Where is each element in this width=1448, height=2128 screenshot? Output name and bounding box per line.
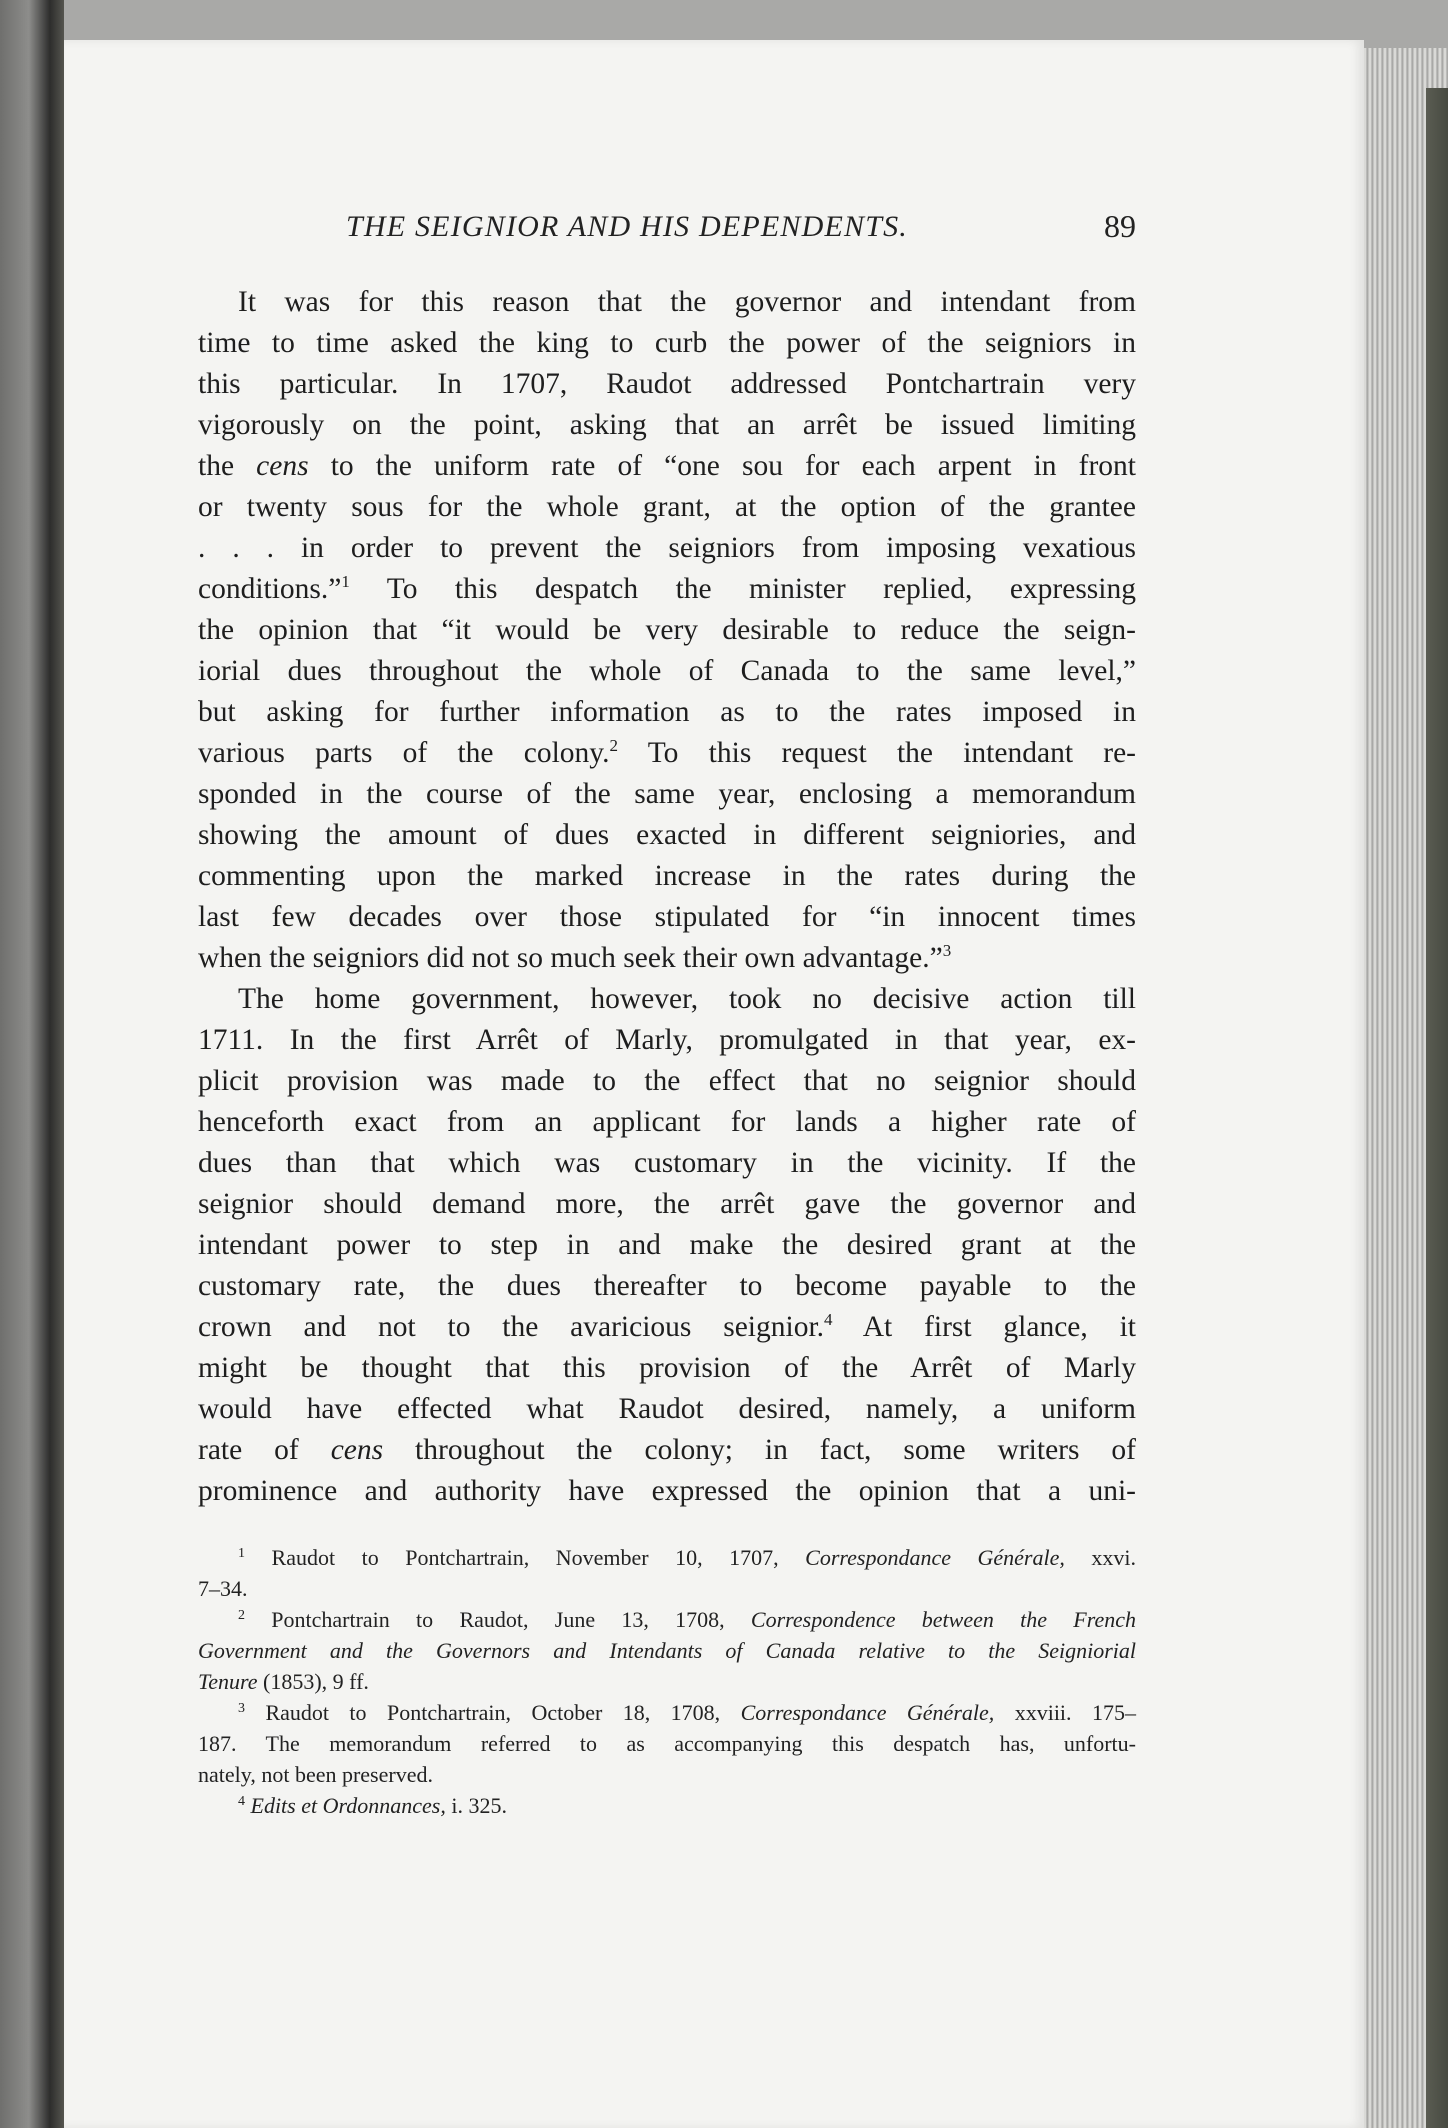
text-line: sponded in the course of the same year, enclosing a memorandum (198, 778, 1136, 810)
footnote-1: $^1$ Raudot to Pontchartrain, November 10, 1707, Correspondance Générale, xxvi. 7–34. (198, 1542, 1136, 1604)
book-cover-edge (1426, 88, 1448, 2128)
text-line: conditions.”$^1$ To this despatch the minister replied, expressing (198, 572, 1136, 605)
text-line: henceforth exact from an applicant for lands a higher rate of (198, 1106, 1136, 1138)
text-line: this particular. In 1707, Raudot addressed Pontchartrain very (198, 368, 1136, 400)
footnote-mark: 4 (238, 1794, 245, 1809)
footnote-mark: 2 (238, 1608, 245, 1623)
italic-term: cens (256, 450, 309, 482)
footnote-4: $^4$ Edits et Ordonnances, i. 325. (238, 1793, 507, 1818)
text-line: prominence and authority have expressed the opinion that a uni- (198, 1475, 1136, 1507)
page-header (346, 210, 1136, 250)
text-line: It was for this reason that the governor and intendant from (238, 286, 1136, 318)
page-stack-edge (1364, 48, 1448, 2128)
text-line: vigorously on the point, asking that an arrêt be issued limiting (198, 409, 1136, 441)
running-head: THE SEIGNIOR AND HIS DEPENDENTS. (346, 210, 908, 243)
text-line: . . . in order to prevent the seigniors from imposing vexatious (198, 532, 1136, 564)
footnote-line: 7–34. (198, 1576, 248, 1601)
footnote-ref: 3 (942, 941, 952, 960)
footnote-2: $^2$ Pontchartrain to Raudot, June 13, 1708, Correspondence between the French Government and the Governors and Intendants of Canada relative to the Seigniorial Tenure (1853), 9 ff. (198, 1607, 1136, 1694)
body-text (198, 282, 1136, 1512)
text-line: but asking for further information as to the rates imposed in (198, 696, 1136, 728)
text-line: seignior should demand more, the arrêt gave the governor and (198, 1188, 1136, 1220)
footnote-mark: 1 (238, 1546, 245, 1561)
text-line: last few decades over those stipulated for “in innocent times (198, 901, 1136, 933)
text-line: would have effected what Raudot desired, namely, a uniform (198, 1393, 1136, 1425)
text-line: when the seigniors did not so much seek their own advantage.”$^3$ (198, 941, 952, 974)
footnote-ref: 1 (341, 572, 350, 591)
text-line: the cens to the uniform rate of “one sou for each arpent in front (198, 450, 1136, 482)
footnote-ref: 2 (609, 736, 619, 755)
text-line: showing the amount of dues exacted in different seigniories, and (198, 819, 1136, 851)
text-line: iorial dues throughout the whole of Canada to the same level,” (198, 655, 1136, 687)
footnote-line: 187. The memorandum referred to as accompanying this despatch has, unfortu- (198, 1731, 1136, 1756)
text-line: time to time asked the king to curb the power of the seigniors in (198, 327, 1136, 359)
footnotes (198, 1542, 1136, 1821)
footnote-mark: 3 (238, 1701, 245, 1716)
text-line: intendant power to step in and make the desired grant at the (198, 1229, 1136, 1261)
text-line: dues than that which was customary in the vicinity. If the (198, 1147, 1136, 1179)
italic-term: cens (330, 1434, 384, 1466)
text-line: rate of cens throughout the colony; in fact, some writers of (198, 1434, 1137, 1466)
footnote-3: $^3$ Raudot to Pontchartrain, October 18, 1708, Correspondance Générale, xxviii. 175– 187. The memorandum referred to as accompanying this despatch has, unfortu- nately, not been preserved. (198, 1697, 1136, 1790)
text-line: customary rate, the dues thereafter to become payable to the (198, 1270, 1136, 1302)
text-line: plicit provision was made to the effect that no seignior should (198, 1065, 1136, 1097)
text-line: 1711. In the first Arrêt of Marly, promulgated in that year, ex- (198, 1024, 1136, 1056)
text-line: The home government, however, took no decisive action till (238, 983, 1136, 1015)
book-binding-edge (0, 0, 64, 2128)
text-line: the opinion that “it would be very desirable to reduce the seign- (198, 614, 1136, 646)
text-line: might be thought that this provision of the Arrêt of Marly (198, 1352, 1136, 1384)
text-line: or twenty sous for the whole grant, at the option of the grantee (198, 491, 1136, 523)
footnote-ref: 4 (824, 1310, 833, 1329)
text-line: various parts of the colony.$^2$ To this request the intendant re- (198, 736, 1136, 769)
footnote-line: nately, not been preserved. (198, 1762, 433, 1787)
text-line: crown and not to the avaricious seignior.$^4$ At first glance, it (198, 1310, 1137, 1343)
text-line: commenting upon the marked increase in the rates during the (198, 860, 1136, 892)
page-number: 89 (1104, 208, 1136, 244)
